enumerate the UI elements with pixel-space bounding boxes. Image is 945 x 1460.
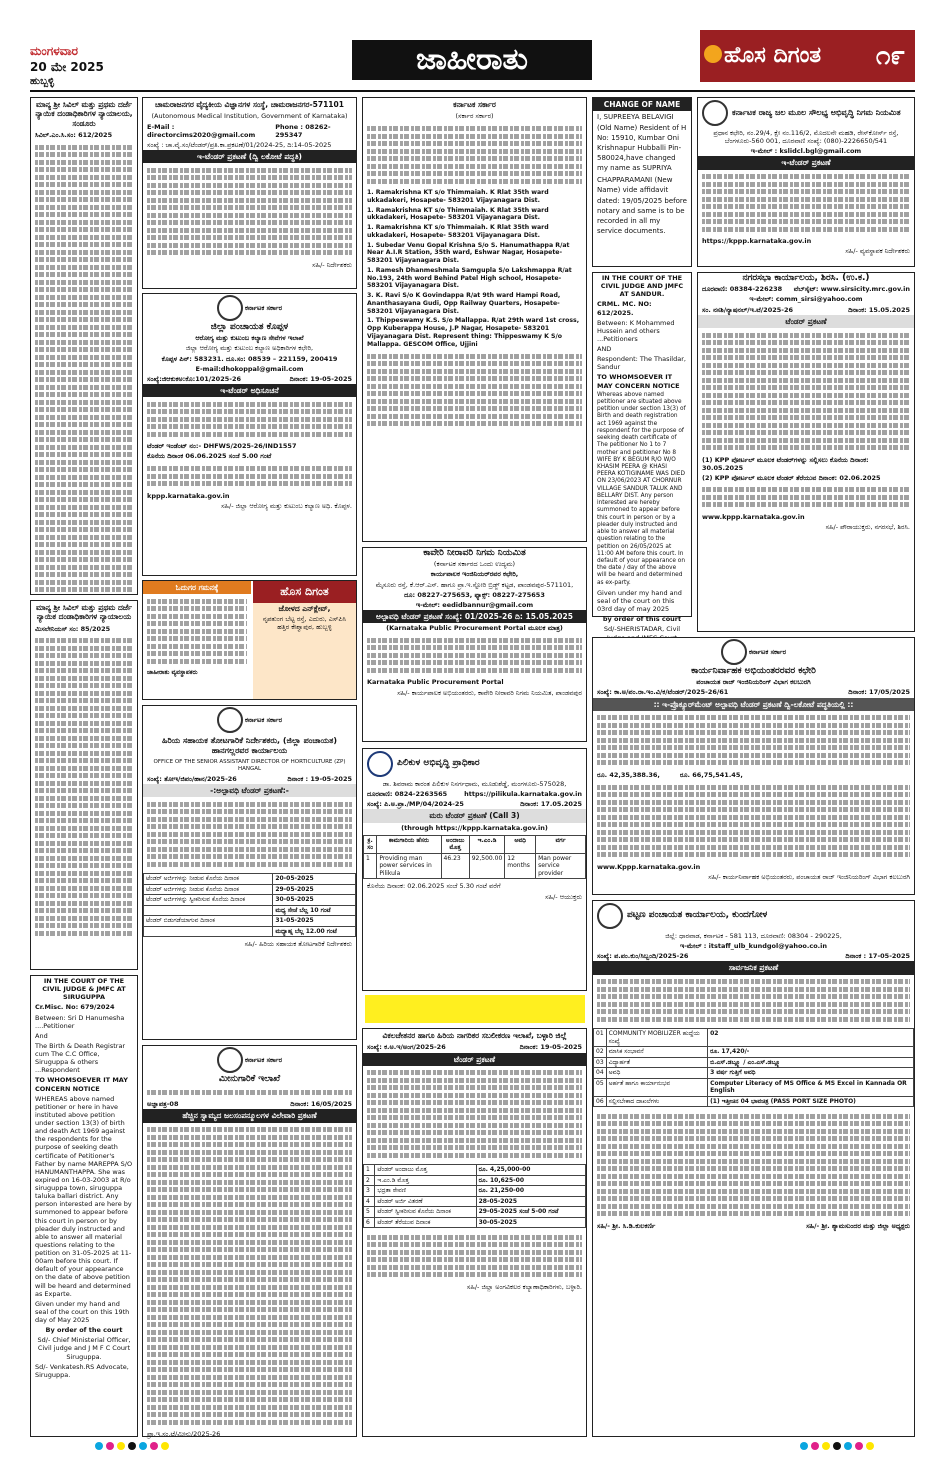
table-row — [144, 926, 356, 937]
kaveri-tender — [362, 547, 587, 742]
table-header: ಇ.ಎಂ.ಡಿ — [469, 835, 505, 853]
table-cell: Man power service provider — [536, 853, 586, 879]
table-row — [594, 1057, 914, 1068]
row-label: ಮಾಸಿಕ ಸಂಭಾವನೆ — [606, 1047, 707, 1058]
court-notice-sandur-english — [592, 272, 692, 634]
ref-number: ಸಂಖ್ಯೆ: ಪಿ.ಅ.ಪ್ರಾ./MP/04/2024-25 — [367, 800, 464, 809]
section-title: ಜಾಹೀರಾತು — [352, 40, 592, 80]
tender-band: ಮರು ಟೆಂಡರ್ ಪ್ರಕಟಣೆ (Call 3) — [363, 809, 586, 822]
tender-band: -:ಅಲ್ಪಾವಧಿ ಟೆಂಡರ್ ಪ್ರಕಟಣೆ:- — [143, 784, 356, 797]
notice-body — [31, 140, 137, 597]
gov-label: ಕರ್ನಾಟಕ ಸರ್ಕಾರ — [244, 1056, 283, 1064]
list-item: 3. K. Ravi S/o K Govindappa R/at 9th ward Hampi Road, Ananthasayana Gudi, Opp Railway Quarters, Hosapete-583201 Vijayanagara Dist. — [367, 292, 561, 315]
office-sub: OFFICE OF THE SENIOR ASSISTANT DIRECTOR OF HORTICULTURE (ZP) HANGAL — [153, 759, 346, 772]
institute-sub: (Autonomous Medical Institution, Government of Karnataka) — [151, 112, 348, 121]
table-cell: 1 — [364, 853, 377, 879]
corp-sub: (ಕರ್ನಾಟಕ ಸರ್ಕಾರದ ಒಂದು ಉದ್ಯಮ) — [433, 560, 516, 569]
tender-body — [363, 633, 586, 677]
signature: ಸಹಿ/- ಆಯುಕ್ತರು — [545, 892, 582, 901]
row-number: 02 — [594, 1047, 607, 1058]
estimate-amount: ರೂ. 42,35,388.36, — [597, 770, 660, 779]
fisheries-notice — [142, 1045, 357, 1437]
change-of-name-title: CHANGE OF NAME — [593, 98, 691, 111]
date-label: 20 ಮೇ 2025 — [30, 59, 104, 74]
row-label: ಭದ್ರತಾ ಠೇವಣಿ — [375, 1186, 476, 1197]
list-item: 1. Ramakrishna KT s/o Thimmaiah. K Rlat 35th ward ukkadakeri, Hosapete- 583201 Vijayanagara Dist. — [367, 206, 549, 222]
office-email: E-mail:dhokoppal@gmail.com — [195, 364, 304, 373]
vacancy-table — [593, 1028, 914, 1107]
portal-name: Karnataka Public Procurement Portal — [367, 678, 504, 687]
color-block — [365, 995, 585, 1023]
ref-date: ದಿನಾಂಕ: 19-05-2025 — [289, 374, 352, 383]
tender-band: ಟೆಂಡರ್ ಪ್ರಕಟಣೆ — [698, 315, 914, 328]
signature: ಸಹಿ/- ಜಿಲ್ಲಾ ಆರೋಗ್ಯ ಮತ್ತು ಕುಟುಂಬ ಕಲ್ಯಾಣ ಅಧಿ. ಕೊಪ್ಪಳ. — [221, 501, 352, 510]
authority-address: ಡಾ. ಶಿವರಾಮ ಕಾರಂತ ಪಿಲಿಕುಳ ನಿಸರ್ಗಧಾಮ, ಮೂಡುಶೆಡ್ಡೆ, ಮಂಗಳೂರು-575028, — [382, 780, 567, 788]
row-value: (1) ಇತ್ತೀಚಿನ 04 ಭಾವಚಿತ್ರ (PASS PORT SIZE PHOTO) — [708, 1096, 914, 1107]
page-number: ೧೯ — [875, 41, 905, 71]
state-emblem-icon — [217, 707, 243, 733]
authority-phone: ದೂರವಾಣಿ: 0824-2263565 — [367, 790, 448, 799]
table-row — [144, 884, 356, 895]
table-row — [144, 905, 356, 916]
state-emblem-icon — [217, 295, 243, 321]
row-number: 05 — [594, 1078, 607, 1096]
tender-band: ಅಲ್ಪಾವಧಿ ಟೆಂಡರ್ ಪ್ರಕಟಣೆ ಸಂಖ್ಯೆ: 01/2025-26 ದಿ: 15.05.2025 — [363, 610, 586, 623]
signature: ಸಹಿ/- ಪೌರಾಯುಕ್ತರು, ನಗರಸಭೆ, ಶಿರಸಿ. — [825, 523, 910, 531]
row-value: ಬಿ.ಎಸ್.ಡಬ್ಲ್ಯೂ / ಎಂ.ಎಸ್.ಡಬ್ಲ್ಯೂ — [708, 1057, 914, 1068]
schedule-label — [144, 905, 273, 916]
signature: ಸಹಿ/- ಹಿರಿಯ ಸಹಾಯಕ ತೋಟಗಾರಿಕೆ ನಿರ್ದೇಶಕರು — [244, 940, 352, 949]
notice-band: ಹೆಚ್ಚಿನ ಸ್ವಾಮ್ಯದ ಜಲಸಂಪನ್ಮೂಲಗಳ ವಿಲೇವಾರಿ ಪ್ರಕಟಣೆ — [143, 1109, 356, 1122]
notice-body — [593, 975, 914, 1027]
signature: ಸಹಿ/- ನಿರ್ದೇಶಕರು — [312, 260, 352, 269]
office-phone: ದೂ: 08227-275653, ಫ್ಯಾಕ್ಸ್: 08227-275653 — [404, 590, 545, 599]
registration-marks-right — [800, 1442, 874, 1450]
court-notice-siruguppa — [30, 975, 138, 1437]
sun-icon — [704, 45, 722, 63]
tender-body-2 — [363, 1230, 586, 1282]
office-address: ಜಿಲ್ಲೆ: ಧಾರವಾಡ, ಕರ್ನಾಟಕ - 581 113, ದೂರವಾಣಿ: 08304 - 290225, — [665, 932, 842, 940]
schedule-label: ಟೆಂಡರ್ ಅರ್ಜಿಗಳನ್ನು ನೀಡುವ ಕೊನೆಯ ದಿನಾಂಕ — [144, 874, 273, 885]
row-value: 28-05-2025 — [476, 1196, 585, 1207]
ref-number: ಅಜ್ಞಾಪತ್ರ-08 — [147, 1100, 179, 1109]
portal-link: www.Kppp.karnataka.gov.in — [597, 862, 701, 871]
notice-intro: ಮಾನ್ಯ ಶ್ರೀ ಸಿವಿಲ್ ಮತ್ತು ಪ್ರಥಮ ದರ್ಜೆ ನ್ಯಾಯಿಕ ದಂಡಾಧಿಕಾರಿಗಳ ನ್ಯಾಯಾಲಯ, ಸಂಡೂರು — [35, 100, 133, 128]
last-date: ಕೊನೆಯ ದಿನಾಂಕ: 02.06.2025 ಸಂಜೆ 5.30 ಗಂಟೆ ವರೆಗೆ — [367, 882, 501, 891]
ref-date: ದಿನಾಂಕ : 17-05-2025 — [845, 952, 910, 961]
office-address: ಕೊಪ್ಪಳ ಪಿನ್: 583231. ದೂ.ಸಂ: 08539 – 221159, 200419 — [161, 354, 338, 363]
table-header: ಅವಧಿ — [505, 835, 536, 853]
notice-intro: ಮಾನ್ಯ ಶ್ರೀ ಸಿವಿಲ್ ಮತ್ತು ಪ್ರಥಮ ದರ್ಜೆ ನ್ಯಾಯಿಕ ದಂಡಾಧಿಕಾರಿಗಳ ನ್ಯಾಯಾಲಯ — [35, 603, 133, 622]
case-number: Cr.Misc. No: 679/2024 — [35, 1003, 115, 1012]
authority-title: ಪಿಲಿಕುಳ ಅಭಿವೃದ್ಧಿ ಪ್ರಾಧಿಕಾರ — [397, 758, 480, 769]
tender-schedule — [363, 1164, 586, 1228]
court-title: IN THE COURT OF THE CIVIL JUDGE & JMFC AT SIRUGUPPA — [42, 977, 126, 1002]
table-row — [364, 1186, 586, 1197]
office-name: ಜಿಲ್ಲಾ ಆರೋಗ್ಯ ಮತ್ತು ಕುಟುಂಬ ಕಲ್ಯಾಣ ಅಧಿಕಾರಿಗಳ ಕಛೇರಿ, — [185, 344, 314, 353]
tender-body-2 — [698, 483, 914, 512]
institute-phone: Phone : 08262-295347 — [275, 122, 331, 139]
corp-address: ಪ್ರಧಾನ ಕಛೇರಿ, ನಂ.29/4, ಕ್ಷೇ ನಂ.116/2, ಮೊದಲನೇ ಮಹಡಿ, ರೇಸ್‌ಕೋರ್ಸ್ ರಸ್ತೆ, ಬೆಂಗಳೂರು-560 001, ದೂರವಾಣಿ ಸಂಖ್ಯೆ: (080)-2226650/541 — [713, 129, 899, 146]
promo-brand: ಹೊಸ ದಿಗಂತ — [253, 581, 356, 603]
kundgol-emblem-icon — [597, 903, 623, 929]
ref-number: ಸಂಖ್ಯೆ: ಕಾ.ಅ/ಪಂ.ರಾ.ಇಂ.ವಿ/ಕ/ಟೆಂಡರ್/2025-26/61 — [597, 688, 729, 697]
notice-body — [31, 634, 137, 941]
footer-ref: ಪ್ರಾ.ಇ.ಸಂ.ಟೆ/ಮೀನು/2025-26 — [147, 1430, 221, 1439]
given-line: Given under my hand and seal of the court on this 03rd day of may 2025 — [597, 588, 682, 614]
city-label: ಹುಬ್ಬಳ್ಳಿ — [30, 76, 55, 88]
table-cell: 12 months — [505, 853, 536, 879]
table-row — [144, 895, 356, 906]
promo-tagline: ಜೋಳದ ಎನ್‌ಕ್ಲೇವ್, — [278, 603, 331, 613]
court-notice-misc — [30, 600, 138, 970]
readers-notice-footer: ಜಾಹೀರಾತು ವ್ಯವಸ್ಥಾಪಕರು — [147, 669, 198, 677]
table-cell: 46.23 — [441, 853, 469, 879]
table-row — [364, 1196, 586, 1207]
promo-address: ನೃಪತುಂಗ ಬೆಟ್ಟ ರಸ್ತೆ, ಎದುರು, ಎಸ್‌ಪಿಸಿ ಹತ್ತಿರ ಕೇಶ್ವಾಪುರ, ಹುಬ್ಬಳ್ಳಿ — [262, 615, 347, 632]
gov-label: ಕರ್ನಾಟಕ ಸರ್ಕಾರ — [244, 716, 283, 724]
signature: ಸಹಿ/- ಜಿಲ್ಲಾ ಅಂಗವಿಕಲರ ಕಲ್ಯಾಣಾಧಿಕಾರಿಗಳು, ಬಳ್ಳಾರಿ. — [466, 1282, 582, 1291]
change-of-name-body-2: CHAPPARAMANI (New Name) vide affidavit dated: 19/05/2025 before notary and same is to be recorded in all my service documents. — [597, 176, 687, 235]
list-item: 1. Ramakrishna KT s/o Thimmaiah. K Rlat 35th ward ukkadakeri, Hosapete- 583201 Vijayanagara Dist. — [367, 189, 549, 204]
notice-body-2 — [593, 1109, 914, 1221]
office-web: ವೆಬ್‌ಸೈಟ್: www.sirsicity.mrc.gov.in — [793, 285, 910, 294]
signature: ಸಹಿ/- ಕಾರ್ಯನಿರ್ವಾಹಕ ಅಭಿಯಂತರರು, ಪಂಚಾಯತ ರಾಜ್ ಇಂಜಿನಿಯರಿಂಗ್ ವಿಭಾಗ ಕಲಬುರಗಿ — [708, 872, 910, 881]
institute-title: ಚಾಮರಾಜನಗರ ವೈದ್ಯಕೀಯ ವಿಜ್ಞಾನಗಳ ಸಂಸ್ಥೆ, ಚಾಮರಾಜನಗರ-571101 — [155, 100, 344, 109]
dept-title: ವಿಕಲಚೇತನರ ಹಾಗೂ ಹಿರಿಯ ನಾಗರಿಕರ ಸಬಲೀಕರಣ ಇಲಾಖೆ, ಬಳ್ಳಾರಿ ಜಿಲ್ಲೆ — [382, 1031, 567, 1040]
row-number: 6 — [364, 1217, 375, 1228]
dept-name: ಆರೋಗ್ಯ ಮತ್ತು ಕುಟುಂಬ ಕಲ್ಯಾಣ ಸೇವೆಗಳ ಇಲಾಖೆ — [195, 334, 304, 343]
office-email: ಇ-ಮೇಲ್: comm_sirsi@yahoo.com — [749, 295, 863, 304]
list-item: 1. Subedar Venu Gopal Krishna S/o S. Hanumathappa R/at Near A.I.R Station, 35th ward, Eshwar Nagar, Hosapete-583201 Vijayanagara Dist. — [367, 241, 570, 264]
ref-date: ದಿನಾಂಕ: 17/05/2025 — [848, 688, 910, 697]
row-number: 5 — [364, 1207, 375, 1218]
order-line: By order of the court — [45, 1326, 123, 1335]
schedule-label: ಟೆಂಡರ್ ಅರ್ಜಿಗಳನ್ನು ನೀಡುವ ಕೊನೆಯ ದಿನಾಂಕ — [144, 884, 273, 895]
office-name: ಕಾರ್ಯಪಾಲಕ ಇಂಜಿನಿಯರ್‌ರವರ ಕಛೇರಿ, — [430, 570, 519, 579]
brand-name: ಹೊಸ ದಿಗಂತ — [724, 43, 822, 68]
office-email: ಇ-ಮೇಲ್ : itstaff_ulb_kundgol@yahoo.co.in — [679, 942, 828, 951]
ref-date: ದಿನಾಂಕ: 19-05-2025 — [519, 1043, 582, 1052]
office-title: ಪಟ್ಟಣ ಪಂಚಾಯತ ಕಾರ್ಯಾಲಯ, ಕುಂದಗೋಳ — [627, 910, 768, 921]
readers-notice-ad — [142, 580, 357, 700]
gov-label: ಕರ್ನಾಟಕ ಸರ್ಕಾರ — [748, 648, 787, 656]
office-sub: ಪಂಚಾಯತ ರಾಜ್ ಇಂಜಿನಿಯರಿಂಗ್ ವಿಭಾಗ ಕಲಬುರಗಿ — [696, 678, 811, 687]
schedule-label: ಟೆಂಡರ್ ಬಿಡುಗಡೆಯಾಗುವ ದಿನಾಂಕ — [144, 916, 273, 927]
readers-notice-body — [143, 594, 251, 668]
row-value: 02 — [708, 1029, 914, 1047]
notice-heading: TO WHOMSOEVER IT MAY CONCERN NOTICE — [35, 1076, 128, 1093]
and-line: And — [35, 1031, 48, 1040]
masthead — [0, 0, 945, 95]
table-row — [594, 1068, 914, 1079]
authority-web: https://pilikula.karnataka.gov.in — [464, 790, 582, 799]
signature: Sd/- Chief Ministerial Officer, Civil judge and J M F C Court Siruguppa. — [37, 1336, 131, 1361]
office-email: ಇ-ಮೇಲ್: eedidbannur@gmail.com — [415, 600, 534, 609]
tender-body — [143, 397, 356, 441]
row-value: ರೂ. 17,420/- — [708, 1047, 914, 1058]
ref-date: ದಿನಾಂಕ: 16/05/2025 — [290, 1100, 352, 1109]
schedule-table — [143, 873, 356, 937]
kundgol-notice — [592, 900, 915, 1437]
tender-body — [593, 711, 914, 770]
change-of-name-body: I, SUPREEYA BELAVIGI (Old Name) Resident of H No: 15910, Kumbar Oni Krishnapur Hubballi Pin-580024,have changed my name as SUPRIYA — [597, 113, 687, 173]
row-label: ವಿದ್ಯಾರ್ಹತೆ — [606, 1057, 707, 1068]
table-row — [594, 1096, 914, 1107]
tender-body — [363, 1066, 586, 1163]
schedule-label — [144, 926, 273, 937]
signature: ಸಹಿ/- ಕಾರ್ಯಪಾಲಕ ಅಭಿಯಂತರರು, ಕಾವೇರಿ ನೀರಾವರಿ ನಿಗಮ ನಿಯಮಿತ, ಪಾಂಡವಪುರ — [397, 688, 582, 697]
tender-band: ಟೆಂಡರ್ ಪ್ರಕಟಣೆ — [363, 1053, 586, 1066]
case-number: ಸಿವಿಲ್.ಎಂ.ಸಿ.ಸಂ: 612/2025 — [35, 131, 113, 140]
portal-link: kppp.karnataka.gov.in — [147, 491, 230, 500]
notice-body: Whereas above named petitioner are situated above petition under section 13(3) of Birth and death registration act 1969 against the respondent for the purpose of seeking death certificate of The petitioner No 1 to 7 mother and petitioner No 8 WIFE BY K BEGUM R/O W/O KHASIM PEERA @ KHASI PEERA KOTIGINAME WAS DIED ON 23/06/2023 AT CHORNUR VILLAGE SANDUR TALUK AND BELLARY DIST. Any person interested are hereby summoned to appear before this court in person or by a pleader duly instructed and able to answer all material question relating to the petition on 26/05/2025 at 11:00 AM before this court. In default of your appearance on the date / day of the above will be heard and determined as ex-party. — [597, 391, 686, 586]
table-header: ವರ್ಗ — [536, 835, 586, 853]
dept-title: ಮೀನುಗಾರಿಕೆ ಇಲಾಖೆ — [218, 1074, 281, 1084]
tender-table — [363, 835, 586, 880]
day-label: ಮಂಗಳವಾರ — [30, 44, 79, 58]
portal-link: www.kppp.karnataka.gov.in — [702, 512, 805, 521]
ref-number: ಸಂ. ನಸಶಿ/ನ್ಯಾಷನಲ್/ಇ.ಟೆ/2025-26 — [702, 305, 794, 314]
schedule-value: 20-05-2025 — [273, 874, 356, 885]
portal-note: (Karnataka Public Procurement Portal ಮೂಲಕ ಮಾತ್ರ) — [386, 624, 563, 633]
list-item: 1. Ramesh Dhanmeshmala Samgupla S/o Lakshmappa R/at No.193, 24th word Behind Patel High school, Hosapete- 583201 Vijayanagara Dist. — [367, 266, 572, 290]
estimate-amount-2: ರೂ. 66,75,541.45, — [679, 770, 743, 779]
institute-email: E-Mail : directorcims2020@gmail.com — [147, 122, 256, 139]
change-of-name — [592, 97, 692, 267]
row-label: ಟೆಂಡರ್ ಅರ್ಜಿ ವಿತರಣೆ — [375, 1196, 476, 1207]
portal-link: https://kppp.karnataka.gov.in — [702, 237, 812, 246]
table-row — [594, 1047, 914, 1058]
row-number: 1 — [364, 1165, 375, 1176]
schedule-value: ಮಧ್ಯಾಹ್ನ ಬೆಲ್ಲ 12.00 ಗಂಟೆ — [273, 926, 356, 937]
schedule-value: ಮಧ್ಯ ಸೇಜೆ ಬೆಲ್ಲ 10 ಗಂಟೆ — [273, 905, 356, 916]
notice-body — [363, 122, 586, 189]
table-row — [364, 1175, 586, 1186]
tender-band: ಇ-ಟೆಂಡರ್ ಪ್ರಕಟಣೆ (ದ್ವಿ ಲಕೋಟೆ ಪದ್ಧತಿ) — [143, 150, 356, 163]
signature-2: ಸಹಿ/- ಶ್ರೀ. ಶ್ಯಾಮಸುಂದರ ಮತ್ತು ಜಿಲ್ಲಾ ಅಧ್ಯಕ್ಷರು — [806, 1221, 910, 1230]
row-label: ಅವಧಿ — [606, 1068, 707, 1079]
hangal-horticulture-tender — [142, 705, 357, 1040]
signature: ಸಹಿ/- ವ್ಯವಸ್ಥಾಪಕ ನಿರ್ದೇಶಕರು — [845, 247, 910, 256]
bellary-tender — [362, 1028, 587, 1437]
table-row — [144, 916, 356, 927]
table-row — [594, 1029, 914, 1047]
table-row — [144, 874, 356, 885]
tender-body — [143, 797, 356, 871]
submission-date: (1) KPP ಪೋರ್ಟಲ್ ಮೂಲಕ ಟೆಂಡರ್‌ಗಳನ್ನು ಸಲ್ಲಿಸಲು ಕೊನೆಯ ದಿನಾಂಕ: 30.05.2025 — [702, 455, 869, 472]
chamarajanagar-tender — [142, 97, 357, 289]
ref-number: ಸಂಖ್ಯೆ : ಚಾ.ವೈ.ಸಂ/ಟೆಂಡರ್/ಪ್ರತಿ.ಕಾ.ಪ್ರಕಟಣೆ/01/2024-25, ದಿ:14-05-2025 — [147, 140, 332, 149]
row-label: ಅರ್ಹತೆ ಹಾಗೂ ಕಾರ್ಯಾನುಭವ — [606, 1078, 707, 1096]
row-number: 06 — [594, 1096, 607, 1107]
respondent-line: Respondent: The Thasildar, Sandur — [597, 355, 686, 372]
row-number: 03 — [594, 1057, 607, 1068]
tender-indent: ಟೆಂಡರ್ ಇಂಡೆಂಟ್ ನಂ:- DHFWS/2025-26/IND1557 — [147, 442, 297, 451]
readers-notice-title: ಓದುಗರ ಗಮನಕ್ಕೆ — [143, 581, 251, 594]
notice-band: ಸಾರ್ವಜನಿಕ ಪ್ರಕಟಣೆ — [593, 961, 914, 974]
table-header: ಕಾಮಗಾರಿಯ ಹೆಸರು — [377, 835, 441, 853]
list-item: 1. Thippeswamy K.S. S/o Mallappa. R/at 29th ward 1st cross, Opp Kuberappa House, J.P Nagar, Hosapete- 583201 Vijayanagara Dist. Represent thing: Thippeswamy K S/o Mallappa. GESCOM Office, Ujjini — [367, 317, 580, 348]
tender-body — [698, 328, 914, 455]
given-line: Given under my hand and seal of the court on this 19th day of May 2025 — [35, 1299, 130, 1324]
between-line: Between: K Mohammed Hussein and others ...Petitioners — [597, 318, 675, 343]
row-number: 04 — [594, 1068, 607, 1079]
corp-logo-icon — [702, 100, 728, 126]
schedule-label: ಟೆಂಡರ್ ಅರ್ಜಿಗಳನ್ನು ಸ್ವೀಕರಿಸುವ ಕೊನೆಯ ದಿನಾಂಕ — [144, 895, 273, 906]
advocate: Sd/- Venkatesh.RS Advocate, Siruguppa. — [35, 1362, 129, 1379]
row-value: ರೂ. 10,625-00 — [476, 1175, 585, 1186]
koppal-tender — [142, 293, 357, 576]
table-header: ಅಂದಾಜು ಮೊತ್ತ — [441, 835, 469, 853]
row-value: ರೂ. 21,250-00 — [476, 1186, 585, 1197]
state-emblem-icon — [721, 639, 747, 665]
portal-link: (through https://kppp.karnataka.gov.in) — [401, 823, 548, 832]
tender-band: ಇ-ಟೆಂಡರ್ ಅಧಿಸೂಚನೆ — [143, 384, 356, 397]
court-notice-sandur — [30, 97, 138, 595]
kalburgi-tender — [592, 637, 915, 895]
ref-number: ಸಂಖ್ಯೆ: ಕ.ಅ.ಇ/ಅಂಗ/2025-26 — [367, 1043, 446, 1052]
notice-body — [143, 1123, 356, 1430]
notice-body-2 — [363, 349, 586, 431]
case-number: ಮಿಸಲೇನಿಯಸ್ ಸಂ: 85/2025 — [35, 624, 111, 633]
ref-date: ದಿನಾಂಕ: 17.05.2025 — [520, 800, 582, 809]
corp-email: ಇ-ಮೇಲ್ : kslidcl.bgl@gmail.com — [750, 147, 862, 156]
office-address: ಮೈಸೂರು ರಸ್ತೆ, ಕೆ.ಆರ್.ಎಸ್. ಹಾಗೂ ಪ್ರಾ.ಇ.ಸ್ಟೋರಿ ಬ್ರಿಡ್ಜ್ ಕಟ್ಟಡ, ಪಾಂಡವಪುರ-571101, — [375, 580, 574, 589]
state-emblem-icon — [217, 1047, 243, 1073]
corp-title: ಕರ್ನಾಟಕ ರಾಜ್ಯ ಜಲ ಮೂಲ ಸೌಲಭ್ಯ ಅಭಿವೃದ್ಧಿ ನಿಗಮ ನಿಯಮಿತ — [732, 108, 901, 117]
tender-band: ಇ-ಟೆಂಡರ್ ಪ್ರಕಟಣೆ — [698, 156, 914, 169]
table-row — [594, 1078, 914, 1096]
row-label: ಸಲ್ಲಿಸಬೇಕಾದ ದಾಖಲೆಗಳು — [606, 1096, 707, 1107]
tender-band: :: ಇ-ಪ್ರೊಕ್ಯೂರ್‌ಮೆಂಟ್ ಅಲ್ಪಾವಧಿ ಟೆಂಡರ್ ಪ್ರಕಟಣೆ ದ್ವಿ-ಲಕೋಟೆ ಪದ್ಧತಿಯಲ್ಲಿ :: — [593, 698, 914, 711]
respondent-line: The Birth & Death Registrar cum The C.C Office, Siruguppa & others ...Respondent — [35, 1041, 126, 1075]
schedule-value: 30-05-2025 — [273, 895, 356, 906]
signature: Sd/-SHERISTADAR, Civil — [603, 625, 681, 634]
ref-number: ಸಂಖ್ಯೆ:ಜಿಆಕುಕಅ:ಕೊ:101/2025-26 — [147, 374, 241, 383]
registration-marks-left — [95, 1442, 169, 1450]
respondent-list — [363, 188, 586, 349]
row-label: ಟೆಂಡರ್ ಸ್ವೀಕರಿಸುವ ಕೊನೆಯ ದಿನಾಂಕ — [375, 1207, 476, 1218]
tender-body — [143, 163, 356, 260]
row-number: 3 — [364, 1186, 375, 1197]
court-title: IN THE COURT OF THE CIVIL JUDGE AND JMFC AT SANDUR. — [600, 274, 684, 299]
opening-date: (2) KPP ಪೋರ್ಟಲ್ ಮೂಲಕ ಟೆಂಡರ್ ತೆರೆಯುವ ದಿನಾಂಕ: 02.06.2025 — [702, 473, 881, 482]
row-value: 29-05-2025 ಸಂಜೆ 5-00 ಗಂಟೆ — [476, 1207, 585, 1218]
ref-date: ದಿನಾಂಕ: 15.05.2025 — [848, 305, 910, 314]
court-label: (ಸರ್ಕಾರ ಸರ್ಕಾರ) — [455, 112, 494, 121]
row-number: 4 — [364, 1196, 375, 1207]
table-header: ಕ್ರ. ಸಂ — [364, 835, 377, 853]
gov-label: ಕರ್ನಾಟಕ ಸರ್ಕಾರ — [453, 100, 496, 109]
corp-title: ಕಾವೇರಿ ನೀರಾವರಿ ನಿಗಮ ನಿಯಮಿತ — [423, 548, 526, 558]
dateline — [30, 44, 104, 88]
masthead-rule — [30, 90, 915, 92]
table-row — [364, 1207, 586, 1218]
brand-logo — [700, 30, 915, 82]
row-number: 01 — [594, 1029, 607, 1047]
row-label: ಟೆಂಡರ್ ತೆರೆಯುವ ದಿನಾಂಕ — [375, 1217, 476, 1228]
office-phone: ದೂರವಾಣಿ: 08384-226238 — [702, 285, 783, 294]
office-title: ಹಿರಿಯ ಸಹಾಯಕ ತೋಟಗಾರಿಕೆ ನಿರ್ದೇಶಕರು, (ಜಿಲ್ಲಾ ಪಂಚಾಯತ) ಹಾನಗಲ್ಲರವರ ಕಾರ್ಯಾಲಯ — [161, 736, 338, 755]
table-row — [364, 1165, 586, 1176]
between-line: Between: Sri D Hanumesha ....Petitioner — [35, 1013, 125, 1030]
list-item: 1. Ramakrishna KT s/o Thimmaiah. K Rlat 35th ward ukkadakeri, Hosapete- 583201 Vijayanagara Dist. — [367, 224, 549, 239]
office-title: ಜಿಲ್ಲಾ ಪಂಚಾಯತ ಕೊಪ್ಪಳ — [210, 322, 289, 332]
schedule-value: 29-05-2025 — [273, 884, 356, 895]
tender-body-2 — [593, 780, 914, 862]
dept-address — [143, 1085, 356, 1099]
gov-label: ಕರ್ನಾಟಕ ಸರ್ಕಾರ — [244, 304, 283, 312]
ref-number: ಸಂಖ್ಯೆ: ತೋಇ/ಜಿಪಂ/ಹಾನ/2025-26 — [147, 774, 237, 783]
hospet-court-notice — [362, 97, 587, 542]
table-row — [364, 1217, 586, 1228]
row-value: ರೂ. 4,25,000-00 — [476, 1165, 585, 1176]
order-line: by order of this court — [602, 615, 682, 624]
tender-body-2 — [143, 462, 356, 491]
ref-date: ದಿನಾಂಕ : 19-05-2025 — [287, 774, 352, 783]
tender-body — [698, 170, 914, 237]
case-number: CRML. MC. NO: 612/2025. — [597, 300, 652, 317]
row-value: 30-05-2025 — [476, 1217, 585, 1228]
and-line: AND — [597, 345, 612, 353]
row-value: 3 ವರ್ಷ ಗುತ್ತಿಗೆ ಅವಧಿ — [708, 1068, 914, 1079]
row-label: ಟೆಂಡರ್ ಅಂದಾಜು ಮೊತ್ತ — [375, 1165, 476, 1176]
office-title: ನಗರಸಭಾ ಕಾರ್ಯಾಲಯ, ಶಿರಸಿ. (ಉ.ಕ.) — [742, 273, 870, 283]
table-cell: 92,500.00 — [469, 853, 505, 879]
sirsi-tender — [697, 272, 915, 632]
schedule-value: 31-05-2025 — [273, 916, 356, 927]
signature-1: ಸಹಿ/- ಶ್ರೀ. ಸಿ.ಡಿ.ಕುಲಕರ್ಣಿ — [597, 1221, 656, 1230]
pilikula-tender — [362, 748, 587, 991]
notice-heading: TO WHOMSOEVER IT MAY CONCERN NOTICE — [597, 373, 680, 390]
office-title: ಕಾರ್ಯನಿರ್ವಾಹಕ ಅಭಿಯಂತರರವರ ಕಛೇರಿ — [691, 666, 816, 676]
row-value: Computer Literacy of MS Office & MS Excel in Kannada OR English — [708, 1078, 914, 1096]
kbjnl-tender — [697, 97, 915, 267]
last-date: ಕೊನೆಯ ದಿನಾಂಕ 06.06.2025 ಸಂಜೆ 5.00 ಗಂಟೆ — [147, 452, 272, 461]
row-label: COMMUNITY MOBILIZER ಹುದ್ದೆಯ ಸಂಖ್ಯೆ — [606, 1029, 707, 1047]
ref-number: ಸಂಖ್ಯೆ: ಪ.ಪಂ.ಕುಂ/ಸಿಬ್ಬಂದಿ/2025-26 — [597, 952, 689, 961]
table-cell: Providing man power services in Pilikula — [377, 853, 441, 879]
row-label: ಇ.ಎಂ.ಡಿ ಮೊತ್ತ — [375, 1175, 476, 1186]
pilikula-logo-icon — [367, 751, 393, 777]
row-number: 2 — [364, 1175, 375, 1186]
notice-body: WHEREAS above named petitioner or here in have instituted above petition under section 13(3) of birth and death Act 1969 against the respondents for the purpose of seeking death certificate of Petitioner's Father by name MAREPPA S/O HANUMANTHAPPA. She was expired on 16-03-2003 at R/o siruguppa town, siruguppa taluka ballari district. Any person interested are here by summoned to appear before this court in person or by pleader duly instructed and able to answer all material questions relating to the petition on 31-05-2025 at 11-00am before this court. If default of your appearance on the date of above petition will be heard and determined as Exparte. — [35, 1094, 133, 1298]
